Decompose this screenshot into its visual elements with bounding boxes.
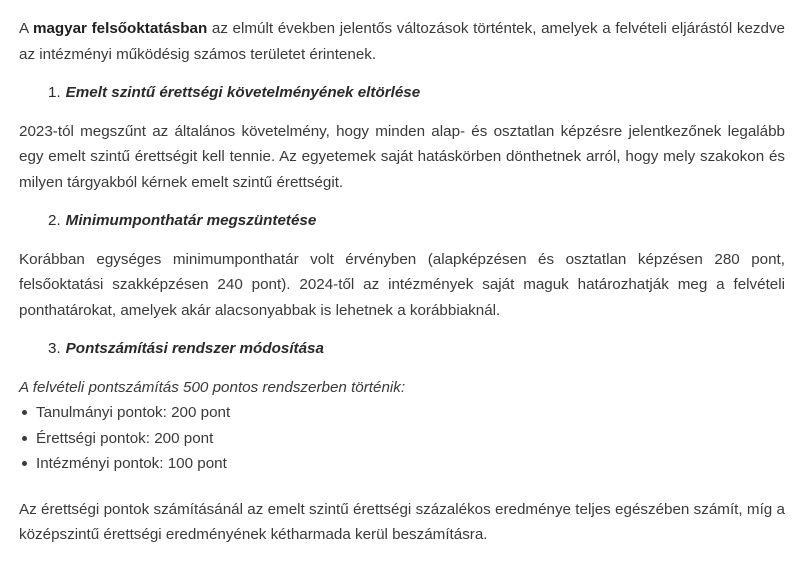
intro-text-start: A — [19, 20, 33, 37]
list-item: Tanulmányi pontok: 200 pont — [36, 400, 785, 426]
intro-text-end: az elmúlt években jelentős változások történtek, amelyek a felvételi eljárástól kezdve az intézményi működésig számos területet érintenek. — [19, 20, 785, 63]
intro-bold-phrase: magyar felsőoktatásban — [32, 20, 208, 37]
points-list — [19, 400, 785, 477]
section-title-1: Emelt szintű érettségi követelményének eltörlése — [65, 84, 421, 101]
intro-paragraph — [19, 0, 785, 67]
section-title-3: Pontszámítási rendszer módosítása — [65, 340, 324, 357]
section-number-2: 2. — [48, 212, 61, 229]
section-body-3: Az érettségi pontok számításánál az emelt szintű érettségi százalékos eredménye teljes egészében számít, míg a középszintű érettségi eredményének kétharmada kerül beszámításra. — [19, 500, 785, 543]
section-heading-1 — [19, 80, 785, 106]
section-heading-3 — [19, 336, 785, 362]
list-item: Intézményi pontok: 100 pont — [36, 451, 785, 477]
section-number-3: 3. — [48, 340, 61, 357]
section-heading-2 — [19, 208, 785, 234]
section-number-1: 1. — [48, 84, 61, 101]
section-body-2: Korábban egységes minimumponthatár volt érvényben (alapképzésen és osztatlan képzésen 280 pont, felsőoktatási szakképzésen 240 pont). 2024-től az intézmények saját maguk határozhatják meg a felvételi ponthatárokat, amelyek akár alacsonyabbak is lehetnek a korábbiaknál. — [19, 250, 785, 319]
points-intro-note: A felvételi pontszámítás 500 pontos rendszerben történik: — [19, 378, 406, 396]
section-body-1: 2023-tól megszűnt az általános követelmény, hogy minden alap- és osztatlan képzésre jelentkezőnek legalább egy emelt szintű érettségit kell tennie. Az egyetemek saját hatáskörben dönthetnek arról, hogy mely szakokon és milyen tárgyakból kérnek emelt szintű érettségit. — [19, 122, 785, 191]
list-item: Érettségi pontok: 200 pont — [36, 426, 785, 452]
section-title-2: Minimumponthatár megszüntetése — [65, 212, 317, 229]
